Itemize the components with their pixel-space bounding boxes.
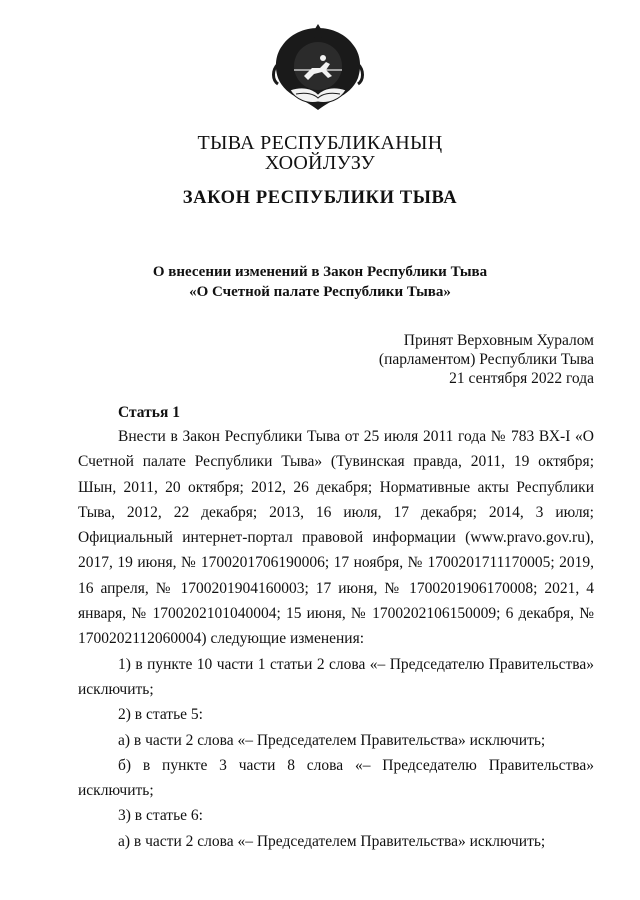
law-subject-line2: «О Счетной палате Республики Тыва» [189, 284, 451, 300]
law-title: ЗАКОН РЕСПУБЛИКИ ТЫВА [182, 188, 458, 208]
amendment-item: 2) в статье 5: [118, 706, 203, 724]
adoption-date: 21 сентября 2022 года [449, 370, 594, 387]
amendment-item: 1) в пункте 10 части 1 статьи 2 слова «– Председателю Правительства» исключить; [78, 655, 594, 698]
tuva-coat-of-arms-icon [268, 24, 368, 116]
parliament-name-tuvan-line2: ХООЙЛУЗУ [264, 152, 376, 174]
adoption-line1: Принят Верховным Хуралом [403, 332, 594, 349]
parliament-name-tuvan-line1: ТЫВА РЕСПУБЛИКАНЫҢ [197, 132, 443, 154]
article-body [78, 424, 594, 854]
law-subject-line1: О внесении изменений в Закон Республики Тыва [152, 264, 488, 280]
adoption-line2: (парламентом) Республики Тыва [378, 351, 594, 368]
amendment-item: 3) в статье 6: [118, 807, 203, 825]
amendment-item: б) в пункте 3 части 8 слова «– Председателю Правительства» исключить; [78, 756, 594, 800]
article-intro-paragraph: Внести в Закон Республики Тыва от 25 июля 2011 года № 783 ВХ-I «О Счетной палате Республики Тыва» (Тувинская правда, 2011, 19 октября; Шын, 2011, 20 октября; 2012, 26 декабря; Нормативные акты Республики Тыва, 2012, 22 декабря; 2013, 16 июля, 17 декабря; 2014, 3 июля; Официальный интернет-портал правовой информации (www.pravo.gov.ru), 2017, 19 июня, № 1700201706190006; 17 ноября, № 1700201711170005; 2019, 16 апреля, № 1700201904160003; 17 июня, № 1700201906170008; 2021, 4 января, № 1700202101040004; 15 июня, № 1700202106150009; 6 декабря, № 1700202112060004) следующие изменения: [78, 428, 594, 648]
amendment-item: а) в части 2 слова «– Председателем Правительства» исключить; [118, 832, 546, 850]
amendment-item: а) в части 2 слова «– Председателем Правительства» исключить; [118, 731, 546, 749]
article-heading: Статья 1 [118, 404, 180, 421]
